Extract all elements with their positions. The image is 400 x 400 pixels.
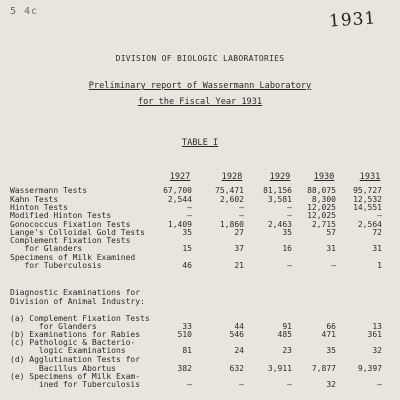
- cell: 35: [282, 228, 292, 237]
- cell: 2,564: [357, 220, 382, 229]
- row-label: (a) Complement Fixation Tests: [10, 314, 150, 323]
- year-header-1929: 1929: [269, 172, 291, 182]
- cell: 31: [372, 244, 382, 253]
- cell: 1: [377, 261, 382, 270]
- cell: 9,397: [357, 364, 382, 373]
- cell: 2,602: [219, 195, 244, 204]
- cell: —: [239, 380, 244, 389]
- year-header-1931: 1931: [359, 172, 381, 182]
- cell: 3,911: [267, 364, 292, 373]
- cell: —: [377, 211, 382, 220]
- cell: 23: [282, 346, 292, 355]
- section2-subtitle: Division of Animal Industry:: [10, 297, 145, 306]
- row-label: (b) Examinations for Rabies: [10, 330, 141, 339]
- cell: 12,025: [307, 211, 336, 220]
- cell: 510: [177, 330, 192, 339]
- cell: 382: [177, 364, 192, 373]
- cell: 72: [372, 228, 382, 237]
- cell: 32: [326, 380, 336, 389]
- section2-title: Diagnostic Examinations for: [10, 288, 141, 297]
- row-label: logic Examinations: [10, 346, 126, 355]
- row-label: (e) Specimens of Milk Exam-: [10, 372, 141, 381]
- cell: —: [239, 203, 244, 212]
- cell: 15: [182, 244, 192, 253]
- cell: 2,715: [311, 220, 336, 229]
- cell: 1,409: [167, 220, 192, 229]
- cell: 31: [326, 244, 336, 253]
- cell: 66: [326, 322, 336, 331]
- cell: 75,471: [215, 186, 244, 195]
- row-label: for Tuberculosis: [10, 261, 102, 270]
- cell: 81,156: [263, 186, 292, 195]
- cell: 8,300: [311, 195, 336, 204]
- cell: 2,544: [167, 195, 192, 204]
- cell: 14,551: [353, 203, 382, 212]
- report-title: Preliminary report of Wassermann Laboratory: [88, 81, 312, 91]
- cell: —: [287, 380, 292, 389]
- year-header-1927: 1927: [169, 172, 191, 182]
- row-label: Kahn Tests: [10, 195, 59, 204]
- year-header-1928: 1928: [221, 172, 243, 182]
- cell: —: [287, 261, 292, 270]
- cell: 2,463: [267, 220, 292, 229]
- cell: 632: [229, 364, 244, 373]
- cell: 33: [182, 322, 192, 331]
- cell: 81: [182, 346, 192, 355]
- cell: —: [239, 211, 244, 220]
- cell: 32: [372, 346, 382, 355]
- cell: 57: [326, 228, 336, 237]
- corner-mark: 5 4c: [10, 6, 39, 17]
- cell: 1,860: [219, 220, 244, 229]
- cell: 12,025: [307, 203, 336, 212]
- row-label: Lange's Colloidal Gold Tests: [10, 228, 145, 237]
- cell: 361: [367, 330, 382, 339]
- cell: 3,581: [267, 195, 292, 204]
- cell: 88,075: [307, 186, 336, 195]
- cell: 21: [234, 261, 244, 270]
- cell: —: [187, 203, 192, 212]
- row-label: Specimens of Milk Examined: [10, 253, 136, 262]
- cell: —: [287, 203, 292, 212]
- cell: 91: [282, 322, 292, 331]
- cell: 471: [321, 330, 336, 339]
- cell: 95,727: [353, 186, 382, 195]
- cell: —: [287, 211, 292, 220]
- cell: 485: [277, 330, 292, 339]
- handwritten-year: 1931: [328, 8, 377, 32]
- row-label: for Glanders: [10, 322, 97, 331]
- cell: 7,877: [311, 364, 336, 373]
- cell: 13: [372, 322, 382, 331]
- row-label: Wassermann Tests: [10, 186, 88, 195]
- row-label: (d) Agglutination Tests for: [10, 355, 141, 364]
- cell: —: [377, 380, 382, 389]
- cell: 37: [234, 244, 244, 253]
- year-header-1930: 1930: [313, 172, 335, 182]
- cell: —: [187, 380, 192, 389]
- cell: —: [331, 261, 336, 270]
- row-label: Complement Fixation Tests: [10, 236, 131, 245]
- cell: 46: [182, 261, 192, 270]
- row-label: for Glanders: [10, 244, 83, 253]
- row-label: Modified Hinton Tests: [10, 211, 112, 220]
- cell: 546: [229, 330, 244, 339]
- cell: 24: [234, 346, 244, 355]
- cell: 16: [282, 244, 292, 253]
- cell: 12,532: [353, 195, 382, 204]
- cell: 35: [182, 228, 192, 237]
- table-label: TABLE I: [181, 138, 219, 148]
- row-label: Gonococcus Fixation Tests: [10, 220, 131, 229]
- cell: —: [187, 211, 192, 220]
- row-label: ined for Tuberculosis: [10, 380, 141, 389]
- row-label: Bacillus Abortus: [10, 364, 116, 373]
- cell: 44: [234, 322, 244, 331]
- cell: 27: [234, 228, 244, 237]
- cell: 35: [326, 346, 336, 355]
- cell: 67,700: [163, 186, 192, 195]
- report-subtitle: for the Fiscal Year 1931: [137, 97, 263, 107]
- division-title: DIVISION OF BIOLOGIC LABORATORIES: [115, 54, 285, 63]
- row-label: (c) Pathologic & Bacterio-: [10, 338, 136, 347]
- row-label: Hinton Tests: [10, 203, 68, 212]
